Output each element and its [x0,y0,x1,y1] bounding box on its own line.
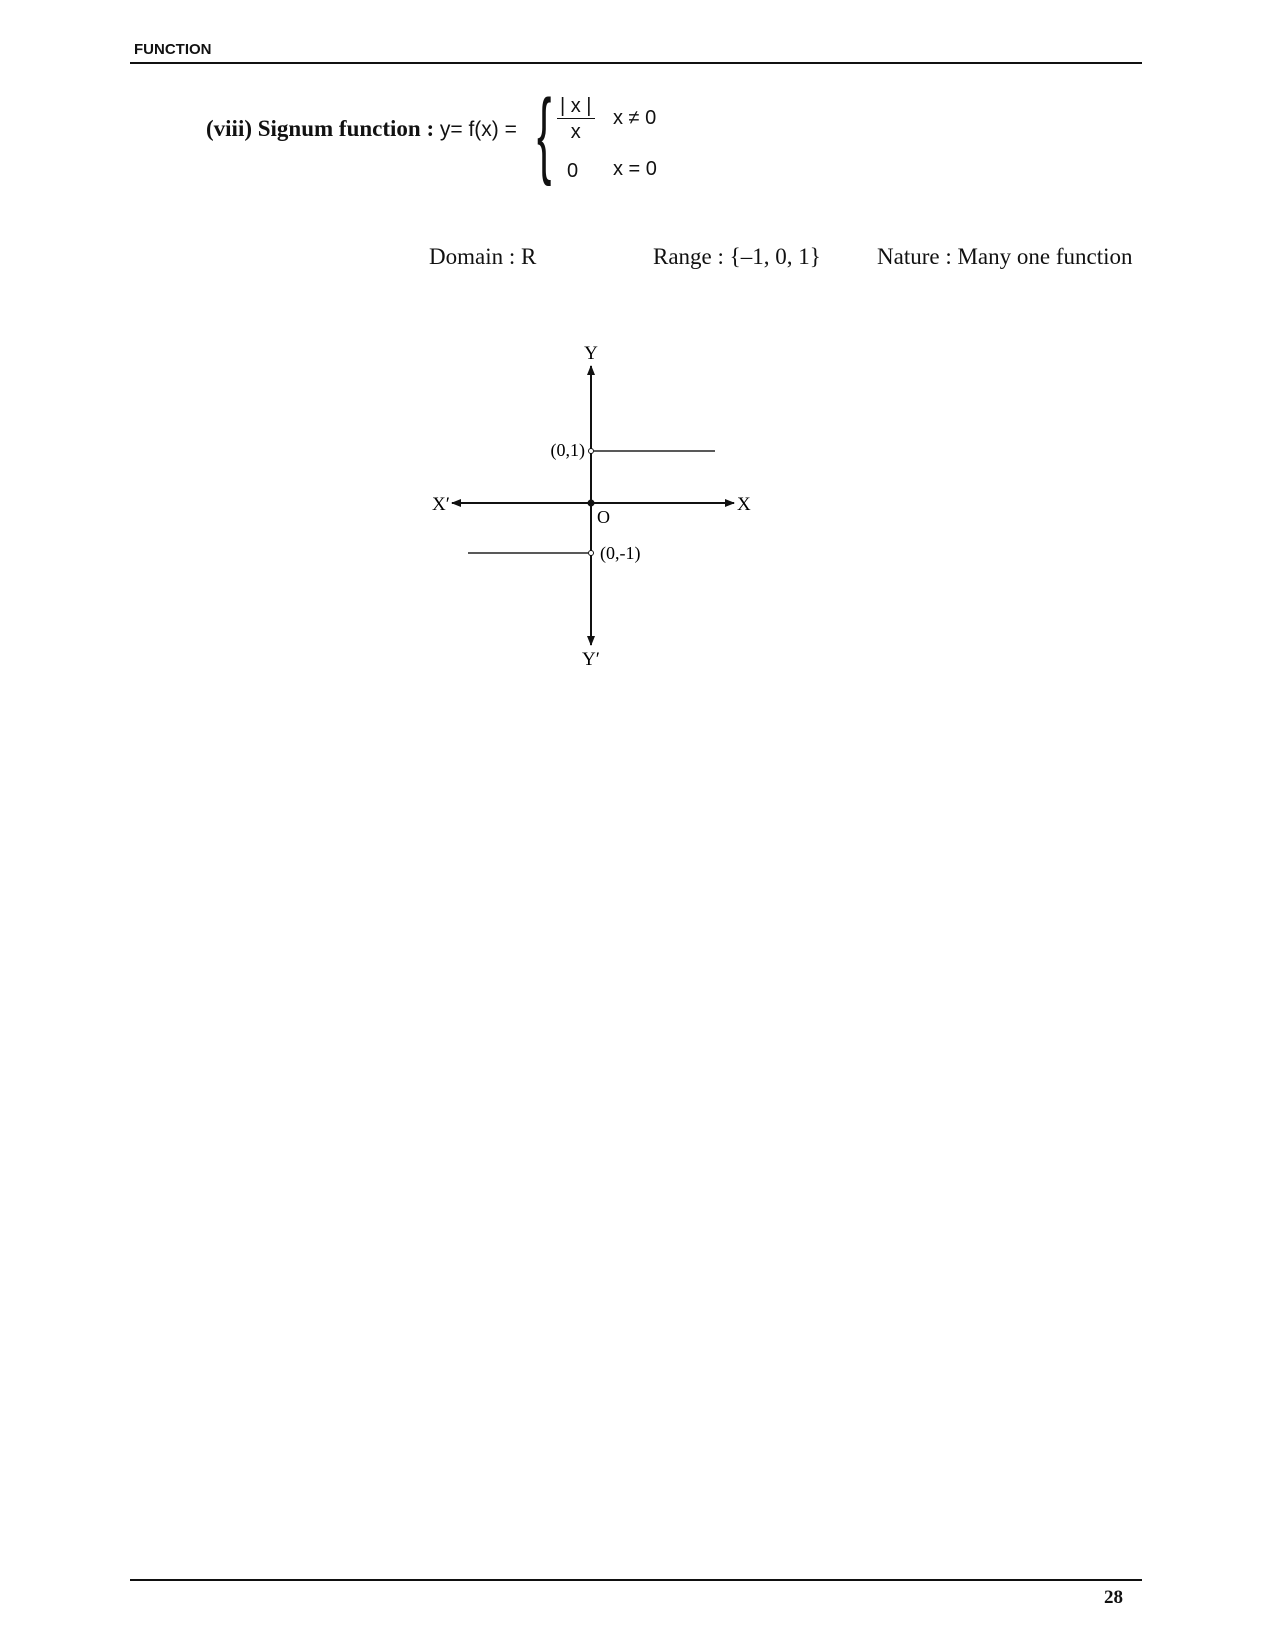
nature-text: Nature : Many one function [877,244,1133,269]
signum-graph [0,0,1275,700]
point-label-0-1: (0,1) [550,440,585,460]
open-point-0-1 [589,449,594,454]
domain-text: Domain : R [429,244,537,269]
left-brace: { [537,80,552,187]
case2-condition: x = 0 [613,158,657,180]
range-text: Range : {–1, 0, 1} [653,244,821,269]
origin-point [588,500,595,507]
x-prime-label: X′ [432,494,450,515]
y-axis-label: Y [584,343,598,364]
denominator: x [570,121,581,143]
origin-label: O [597,507,610,527]
numerator: | x | [557,94,595,119]
page-number: 28 [1104,1587,1123,1608]
y-prime-label: Y′ [582,649,600,670]
formula-lhs: y= f(x) = [439,118,517,141]
footer-rule [130,1579,1142,1581]
heading-label: (viii) Signum function : [206,116,435,141]
point-label-0-minus-1: (0,-1) [600,543,641,563]
case2-value: 0 [567,160,579,182]
open-point-0-minus-1 [589,551,594,556]
case1-condition: x ≠ 0 [613,107,657,129]
x-axis-label: X [737,494,751,515]
running-header: FUNCTION [134,41,212,58]
